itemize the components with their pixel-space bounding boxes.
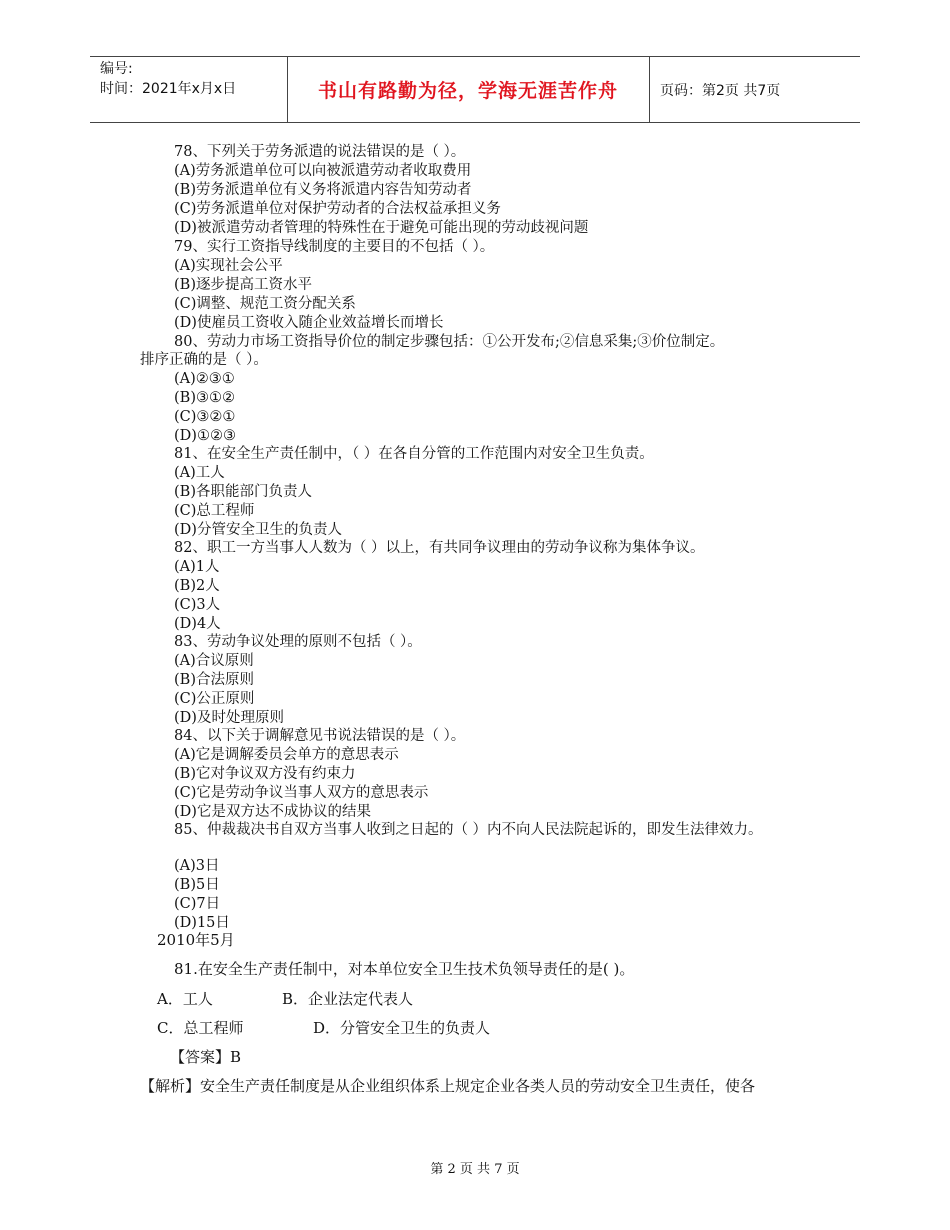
question-option: (B)它对争议双方没有约束力	[174, 766, 356, 782]
question-option: (D)它是双方达不成协议的结果	[174, 804, 371, 820]
question-option: (A)实现社会公平	[174, 258, 283, 274]
question-option: (C)③②①	[174, 409, 236, 425]
question-option: (D)使雇员工资收入随企业效益增长而增长	[174, 315, 444, 331]
question-option: (B)合法原则	[174, 672, 254, 688]
question-option: (C)劳务派遣单位对保护劳动者的合法权益承担义务	[174, 201, 501, 217]
question-stem: 85、仲裁裁决书自双方当事人收到之日起的（ ）内不向人民法院起诉的，即发生法律效力。	[174, 822, 763, 838]
question-option: (B)各职能部门负责人	[174, 484, 312, 500]
question-option: (A)1人	[174, 559, 220, 575]
question-option: (A)劳务派遣单位可以向被派遣劳动者收取费用	[174, 163, 472, 179]
header-page-number: 页码：第2页 共7页	[660, 83, 781, 99]
question-option: (C)公正原则	[174, 691, 255, 707]
question-option: (D)被派遣劳动者管理的特殊性在于避免可能出现的劳动歧视问题	[174, 220, 589, 236]
serial-label: 编号:	[100, 61, 133, 77]
question-option: (D)4人	[174, 616, 221, 632]
question-stem: 83、劳动争议处理的原则不包括（ ）。	[174, 634, 422, 650]
section-date: 2010年5月	[157, 931, 235, 949]
question-option: (A)合议原则	[174, 653, 254, 669]
question-option: (B)2人	[174, 578, 220, 594]
question-option: (B)劳务派遣单位有义务将派遣内容告知劳动者	[174, 182, 472, 198]
question-stem: 80、劳动力市场工资指导价位的制定步骤包括：①公开发布;②信息采集;③价位制定。	[174, 334, 725, 350]
question-option: (B)5日	[174, 877, 220, 893]
question-option: (D)分管安全卫生的负责人	[174, 522, 342, 538]
question-option: (A)②③①	[174, 371, 235, 387]
question-option: (B)逐步提高工资水平	[174, 277, 312, 293]
question-option: (C)总工程师	[174, 503, 255, 519]
section-question: 81.在安全生产责任制中，对本单位安全卫生技术负领导责任的是( )。	[174, 960, 635, 978]
question-stem: 84、以下关于调解意见书说法错误的是（ ）。	[174, 728, 466, 744]
question-option: (C)调整、规范工资分配关系	[174, 296, 356, 312]
question-option: (D)15日	[174, 915, 230, 931]
section-option-d: D．分管安全卫生的负责人	[313, 1019, 491, 1037]
header-top-rule	[90, 56, 860, 57]
section-option-b: B．企业法定代表人	[282, 990, 414, 1008]
question-option: (C)它是劳动争议当事人双方的意思表示	[174, 785, 429, 801]
question-option: (C)3人	[174, 597, 221, 613]
question-option: (C)7日	[174, 896, 221, 912]
page-footer: 第 2 页 共 7 页	[430, 1162, 520, 1177]
question-stem-continued: 排序正确的是（ ）。	[140, 352, 268, 368]
question-option: (A)3日	[174, 858, 220, 874]
header-meta	[100, 60, 236, 98]
question-stem: 82、职工一方当事人人数为（ ）以上，有共同争议理由的劳动争议称为集体争议。	[174, 540, 705, 556]
question-option: (A)它是调解委员会单方的意思表示	[174, 747, 399, 763]
header-bottom-rule	[90, 122, 860, 123]
question-option: (D)及时处理原则	[174, 710, 284, 726]
question-option: (A)工人	[174, 465, 225, 481]
section-answer: 【答案】B	[170, 1048, 242, 1066]
header-motto: 书山有路勤为径，学海无涯苦作舟	[317, 80, 618, 102]
question-stem: 81、在安全生产责任制中，（ ）在各自分管的工作范围内对安全卫生负责。	[174, 446, 654, 462]
section-analysis: 【解析】安全生产责任制度是从企业组织体系上规定企业各类人员的劳动安全卫生责任，使各	[140, 1077, 756, 1095]
section-option-a: A．工人	[157, 990, 213, 1008]
section-option-c: C．总工程师	[157, 1019, 244, 1037]
time-label: 时间：2021年x月x日	[100, 81, 237, 97]
header-divider-right	[649, 56, 650, 122]
question-stem: 78、下列关于劳务派遣的说法错误的是（ ）。	[174, 144, 466, 160]
question-stem: 79、实行工资指导线制度的主要目的不包括（ ）。	[174, 239, 495, 255]
question-option: (D)①②③	[174, 428, 236, 444]
question-option: (B)③①②	[174, 390, 235, 406]
